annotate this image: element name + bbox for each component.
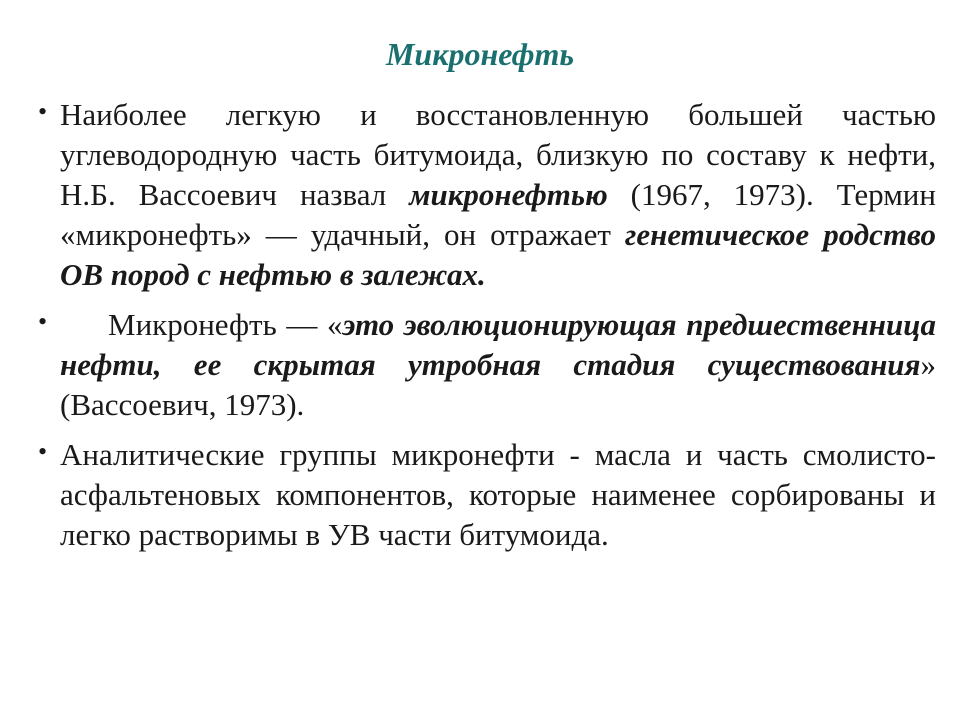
- bullet-2-text-b: » (Вассоевич, 1973).: [60, 347, 936, 422]
- bullet-item-2: [36, 305, 936, 425]
- bullet-item-1: [36, 95, 936, 295]
- bullet-1-emphasis-a: микронефтью: [409, 177, 608, 212]
- bullet-1-emphasis-b: генетическое родство ОВ пород с нефтью в залежах.: [60, 217, 936, 292]
- bullet-1-text-b: (1967, 1973). Термин «микронефть» — удачный, он отражает: [60, 177, 936, 252]
- bullet-item-3: [36, 435, 936, 555]
- bullet-dot-icon: •: [38, 97, 48, 126]
- bullet-3-text: Аналитические группы микронефти - масла и часть смолисто-асфальтеновых компонентов, которые наименее сорбированы и легко растворимы в УВ части битумоида.: [60, 437, 936, 552]
- bullet-dot-icon: •: [38, 307, 48, 336]
- bullet-2-text-a: Микронефть — «: [108, 307, 343, 342]
- bullet-1-text-a: Наиболее легкую и восстановленную большей частью углеводородную часть битумоида, близкую по составу к нефти, Н.Б. Вассоевич назвал: [60, 97, 936, 212]
- bullet-dot-icon: •: [38, 437, 48, 466]
- slide-title: Микронефть: [385, 36, 575, 72]
- bullet-list: [36, 95, 936, 565]
- bullet-2-emphasis: это эволюционирующая предшественница нефти, ее скрытая утробная стадия существования: [60, 307, 936, 382]
